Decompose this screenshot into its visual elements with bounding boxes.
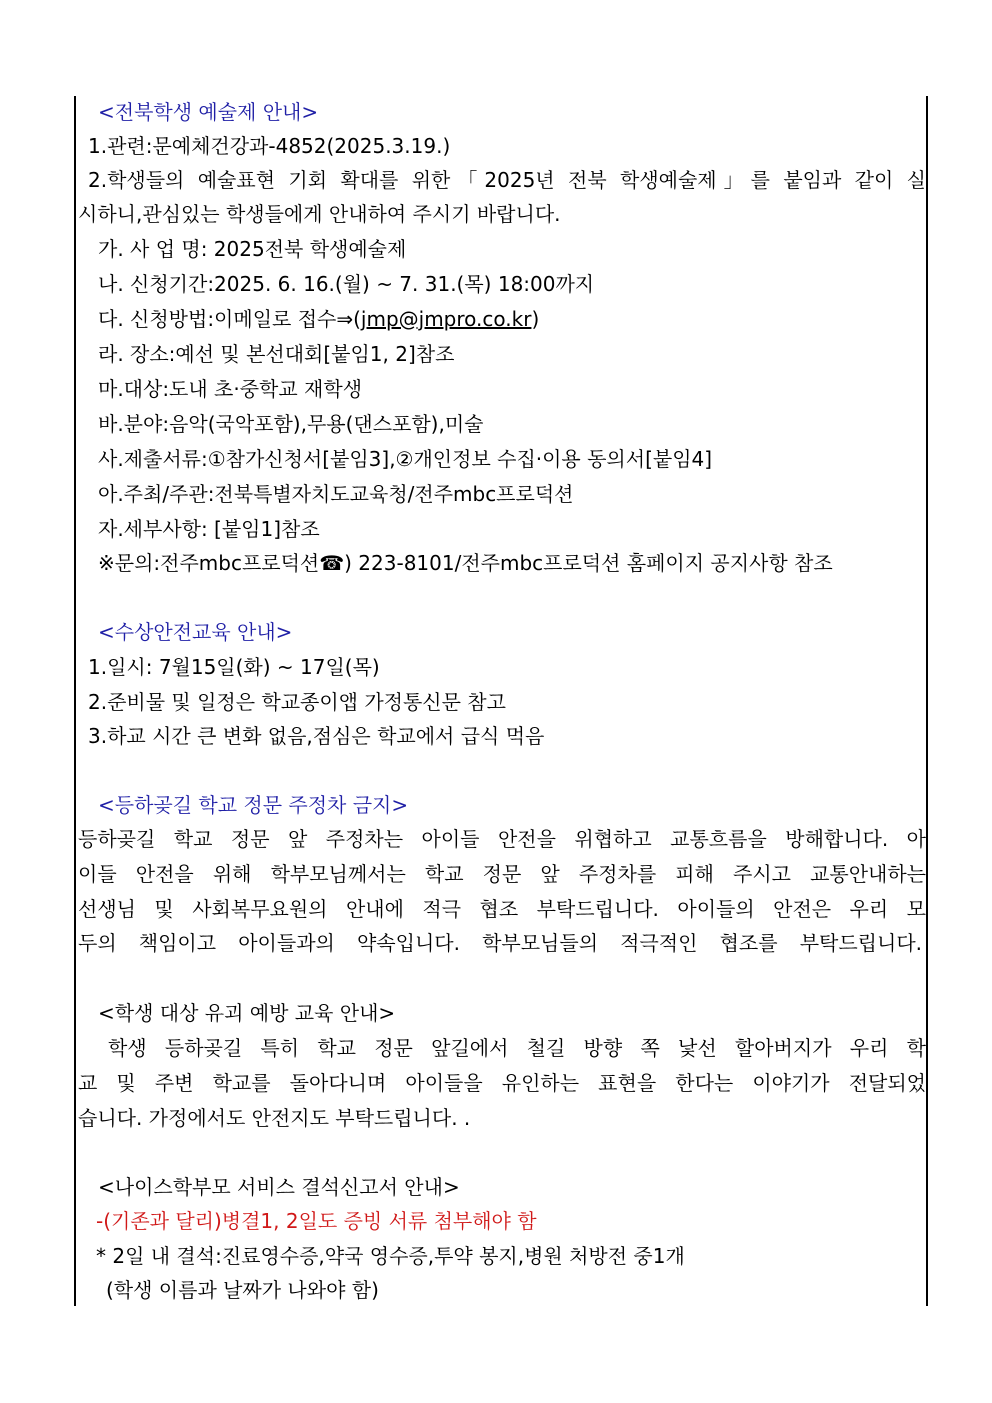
art-festival-contact-note: ※문의:전주mbc프로덕션☎) 223-8101/전주mbc프로덕션 홈페이지 공지사항 참조 <box>98 551 833 575</box>
water-safety-line-1: 1.일시: 7월15일(화) ~ 17일(목) <box>88 655 380 679</box>
art-festival-item-ga: 가. 사 업 명: 2025전북 학생예술제 <box>98 237 407 261</box>
art-festival-item-ra: 라. 장소:예선 및 본선대회[붙임1, 2]참조 <box>98 342 455 366</box>
no-parking-line-3: 선생님 및 사회복무요원의 안내에 적극 협조 부탁드립니다. 아이들의 안전은 우리 모 <box>78 897 926 921</box>
art-festival-item-ma: 마.대상:도내 초·중학교 재학생 <box>98 377 363 401</box>
art-festival-item-sa: 사.제출서류:①참가신청서[붙임3],②개인정보 수집·이용 동의서[붙임4] <box>98 447 713 471</box>
section-title-kidnap-prevention: <학생 대상 유괴 예방 교육 안내> <box>98 1001 396 1025</box>
section-title-absence-report: <나이스학부모 서비스 결석신고서 안내> <box>98 1175 460 1199</box>
absence-report-line-1: * 2일 내 결석:진료영수증,약국 영수증,투약 봉지,병원 처방전 중1개 <box>96 1244 685 1268</box>
art-festival-line-2: 2.학생들의 예술표현 기회 확대를 위한「2025년 전북 학생예술제」를 붙임과 같이 실 <box>88 168 926 192</box>
art-festival-item-ja: 자.세부사항: [붙임1]참조 <box>98 517 320 541</box>
art-festival-item-da <box>98 302 926 336</box>
no-parking-line-4: 두의 책임이고 아이들과의 약속입니다. 학부모님들의 적극적인 협조를 부탁드립니다. <box>78 931 922 955</box>
apply-method-close: ) <box>531 307 540 331</box>
water-safety-line-3: 3.하교 시간 큰 변화 없음,점심은 학교에서 급식 먹음 <box>88 724 545 748</box>
apply-email-link[interactable]: jmp@jmpro.co.kr <box>360 307 532 331</box>
art-festival-line-3: 시하니,관심있는 학생들에게 안내하여 주시기 바랍니다. <box>78 202 561 226</box>
section-title-no-parking: <등하곶길 학교 정문 주정차 금지> <box>98 793 409 817</box>
absence-report-line-2: (학생 이름과 날짜가 나와야 함) <box>106 1278 379 1302</box>
apply-method-label: 다. 신청방법:이메일로 접수⇒( <box>98 307 361 331</box>
absence-report-red-notice: -(기존과 달리)병결1, 2일도 증빙 서류 첨부해야 함 <box>96 1209 537 1233</box>
art-festival-line-1: 1.관련:문예체건강과-4852(2025.3.19.) <box>88 134 451 158</box>
no-parking-line-1: 등하곶길 학교 정문 앞 주정차는 아이들 안전을 위협하고 교통흐름을 방해합니다. 아 <box>78 827 926 851</box>
section-title-art-festival: <전북학생 예술제 안내> <box>98 100 319 124</box>
art-festival-item-ah: 아.주최/주관:전북특별자치도교육청/전주mbc프로덕션 <box>98 482 574 506</box>
art-festival-item-na: 나. 신청기간:2025. 6. 16.(월) ~ 7. 31.(목) 18:00까지 <box>98 272 595 296</box>
kidnap-prevention-line-2: 교 및 주변 학교를 돌아다니며 아이들을 유인하는 표현을 한다는 이야기가 전달되었 <box>78 1071 926 1095</box>
water-safety-line-2: 2.준비물 및 일정은 학교종이앱 가정통신문 참고 <box>88 690 506 714</box>
kidnap-prevention-line-3: 습니다. 가정에서도 안전지도 부탁드립니다. . <box>78 1106 471 1130</box>
no-parking-line-2: 이들 안전을 위해 학부모님께서는 학교 정문 앞 주정차를 피해 주시고 교통안내하는 <box>78 862 926 886</box>
section-title-water-safety: <수상안전교육 안내> <box>98 620 293 644</box>
art-festival-item-ba: 바.분야:음악(국악포함),무용(댄스포함),미술 <box>98 412 484 436</box>
kidnap-prevention-line-1: 학생 등하곶길 특히 학교 정문 앞길에서 철길 방향 쪽 낯선 할아버지가 우리 학 <box>108 1036 926 1060</box>
